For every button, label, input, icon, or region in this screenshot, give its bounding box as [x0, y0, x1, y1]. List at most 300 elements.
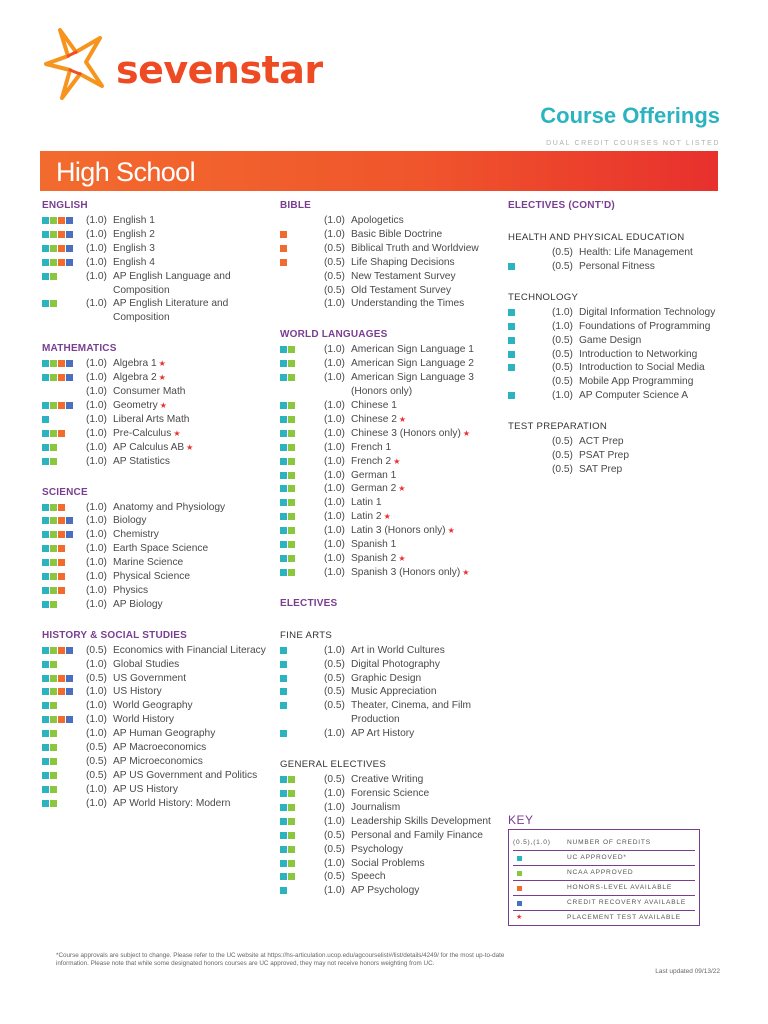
course-credits: (0.5) — [86, 769, 107, 781]
course-name-cell — [113, 783, 268, 797]
hon-marker-icon — [517, 886, 522, 891]
ncaa-marker-icon — [288, 346, 295, 353]
course-name-cell — [113, 556, 268, 570]
ncaa-marker-icon — [50, 702, 57, 709]
uc-marker-icon — [42, 702, 49, 709]
course-markers — [42, 741, 86, 755]
course-column-3 — [508, 194, 728, 477]
course-name-cell — [351, 699, 502, 727]
course-credits: (1.0) — [86, 441, 107, 453]
ncaa-marker-icon — [50, 716, 57, 723]
course-markers — [280, 270, 324, 284]
ncaa-marker-icon — [50, 531, 57, 538]
uc-marker-icon — [280, 647, 287, 654]
course-row — [280, 773, 502, 787]
course-name: Latin 2 — [351, 511, 382, 523]
course-name-cell — [113, 441, 268, 455]
course-name-cell — [351, 510, 502, 524]
uc-marker-icon — [280, 569, 287, 576]
course-markers — [42, 214, 86, 228]
key-symbol: (0.5),(1.0) — [513, 839, 551, 846]
course-name-cell — [351, 870, 502, 884]
course-credits: (0.5) — [324, 256, 345, 268]
ncaa-marker-icon — [288, 569, 295, 576]
ncaa-marker-icon — [288, 458, 295, 465]
course-name-cell — [351, 829, 502, 843]
uc-marker-icon — [42, 786, 49, 793]
course-row — [280, 699, 502, 727]
course-row — [42, 783, 268, 797]
course-name-cell — [113, 598, 268, 612]
course-markers — [42, 427, 86, 441]
course-credits: (1.0) — [324, 441, 345, 453]
course-name: Old Testament Survey — [351, 284, 452, 296]
course-credits: (1.0) — [86, 571, 107, 583]
course-name-cell — [351, 857, 502, 871]
course-name-cell — [351, 672, 502, 686]
course-name: Digital Information Technology — [579, 306, 716, 318]
course-credits: (0.5) — [552, 334, 573, 346]
course-name: Theater, Cinema, and Film Production — [351, 700, 472, 726]
course-credits: (1.0) — [324, 885, 345, 897]
uc-marker-icon — [280, 527, 287, 534]
course-row — [280, 857, 502, 871]
course-row — [280, 829, 502, 843]
course-credits: (1.0) — [86, 783, 107, 795]
star-logo-icon — [40, 24, 110, 104]
course-credits: (1.0) — [324, 372, 345, 384]
ncaa-marker-icon — [50, 758, 57, 765]
course-markers — [42, 297, 86, 325]
course-credits: (1.0) — [324, 358, 345, 370]
course-name: Consumer Math — [113, 386, 186, 398]
ncaa-marker-icon — [288, 541, 295, 548]
uc-marker-icon — [42, 730, 49, 737]
course-row — [280, 843, 502, 857]
course-credits: (1.0) — [86, 686, 107, 698]
course-row — [280, 884, 502, 898]
course-credits: (1.0) — [86, 427, 107, 439]
ncaa-marker-icon — [50, 661, 57, 668]
course-name: French 2 — [351, 455, 392, 467]
spacer — [280, 580, 502, 592]
course-credits: (0.5) — [86, 672, 107, 684]
course-row — [280, 284, 502, 298]
uc-marker-icon — [280, 860, 287, 867]
course-row — [508, 306, 728, 320]
key-symbol — [513, 866, 567, 880]
ncaa-marker-icon — [50, 730, 57, 737]
uc-marker-icon — [280, 661, 287, 668]
course-row — [280, 552, 502, 566]
ncaa-marker-icon — [288, 374, 295, 381]
ncaa-marker-icon — [50, 601, 57, 608]
ncaa-marker-icon — [288, 472, 295, 479]
course-name-cell — [351, 552, 502, 566]
legend-key — [508, 829, 700, 926]
course-row — [42, 528, 268, 542]
course-row — [42, 441, 268, 455]
course-credits: (1.0) — [324, 525, 345, 537]
course-markers — [280, 297, 324, 311]
course-name: AP Psychology — [351, 885, 420, 897]
course-markers — [508, 260, 552, 274]
course-name-cell — [113, 385, 268, 399]
ncaa-marker-icon — [50, 374, 57, 381]
uc-marker-icon — [280, 402, 287, 409]
course-markers — [280, 343, 324, 357]
uc-marker-icon — [280, 818, 287, 825]
key-row — [513, 881, 695, 896]
course-row — [508, 463, 728, 477]
spacer — [280, 612, 502, 624]
course-row — [42, 741, 268, 755]
course-name-cell — [579, 246, 728, 260]
course-name: AP Microeconomics — [113, 756, 203, 767]
course-name: Game Design — [579, 334, 642, 346]
hon-marker-icon — [58, 245, 65, 252]
course-markers — [42, 501, 86, 515]
course-row — [508, 334, 728, 348]
spacer — [508, 403, 728, 415]
course-row — [42, 228, 268, 242]
course-credits: (0.5) — [86, 742, 107, 754]
course-markers — [508, 435, 552, 449]
ncaa-marker-icon — [50, 675, 57, 682]
uc-marker-icon — [280, 832, 287, 839]
uc-marker-icon — [280, 416, 287, 423]
course-row — [42, 297, 268, 325]
hon-marker-icon — [58, 517, 65, 524]
hon-marker-icon — [58, 573, 65, 580]
course-name-cell — [113, 658, 268, 672]
course-name: American Sign Language 1 — [351, 344, 474, 356]
course-row — [280, 343, 502, 357]
course-name-cell — [351, 284, 502, 298]
course-name: Latin 1 — [351, 497, 382, 509]
course-markers — [508, 389, 552, 403]
section-heading: HISTORY & SOCIAL STUDIES — [42, 629, 188, 641]
course-name: Global Studies — [113, 658, 180, 670]
course-markers — [280, 815, 324, 829]
course-row — [280, 482, 502, 496]
course-credits: (1.0) — [324, 497, 345, 509]
key-title: KEY — [508, 813, 534, 827]
course-name-cell — [113, 644, 268, 658]
section-heading: MATHEMATICS — [42, 343, 117, 355]
course-markers — [42, 644, 86, 658]
course-name: AP Human Geography — [113, 728, 216, 740]
course-credits: (1.0) — [86, 413, 107, 425]
course-name: ACT Prep — [579, 436, 624, 448]
course-row — [280, 538, 502, 552]
course-markers — [508, 348, 552, 362]
uc-marker-icon — [280, 702, 287, 709]
course-credits: (0.5) — [324, 270, 345, 282]
spacer — [42, 325, 268, 337]
course-name-cell — [351, 399, 502, 413]
course-credits: (1.0) — [86, 270, 107, 282]
uc-marker-icon — [42, 444, 49, 451]
key-label: PLACEMENT TEST AVAILABLE — [567, 914, 681, 921]
course-name: Journalism — [351, 801, 401, 813]
course-credits: (1.0) — [86, 529, 107, 541]
course-credits: (1.0) — [324, 344, 345, 356]
course-name-cell — [579, 306, 728, 320]
hon-marker-icon — [58, 647, 65, 654]
course-name: French 1 — [351, 441, 392, 453]
course-credits: (1.0) — [324, 857, 345, 869]
course-row — [42, 672, 268, 686]
ncaa-marker-icon — [50, 786, 57, 793]
hon-marker-icon — [58, 675, 65, 682]
ncaa-marker-icon — [50, 587, 57, 594]
course-markers — [42, 755, 86, 769]
course-name-cell — [113, 685, 268, 699]
course-name: Chinese 3 (Honors only) — [351, 427, 461, 439]
uc-marker-icon — [280, 430, 287, 437]
placement-star-icon: ★ — [462, 428, 471, 438]
course-row — [42, 214, 268, 228]
course-name: Liberal Arts Math — [113, 413, 190, 425]
course-credits: (1.0) — [324, 483, 345, 495]
course-credits: (1.0) — [324, 539, 345, 551]
course-name: Mobile App Programming — [579, 376, 694, 388]
hon-marker-icon — [58, 231, 65, 238]
key-label: NUMBER OF CREDITS — [567, 839, 651, 846]
course-markers — [42, 455, 86, 469]
ncaa-marker-icon — [288, 555, 295, 562]
ncaa-marker-icon — [50, 800, 57, 807]
footnote: *Course approvals are subject to change. Please refer to the UC website at https://hs-articulation.ucop.edu/agcourselist#/list/details/4249/ for the most up-to-date information. Please note that while some designated honors courses are UC approved, they may not receive honors weighting from UC. — [56, 952, 505, 967]
course-name-cell — [113, 427, 268, 441]
course-row — [42, 242, 268, 256]
course-name: AP US Government and Politics — [113, 769, 258, 781]
course-row — [42, 357, 268, 371]
uc-marker-icon — [42, 758, 49, 765]
uc-marker-icon — [42, 800, 49, 807]
course-markers — [280, 552, 324, 566]
course-credits: (1.0) — [86, 584, 107, 596]
course-row — [508, 375, 728, 389]
spacer — [280, 741, 502, 753]
ncaa-marker-icon — [288, 818, 295, 825]
course-markers — [42, 598, 86, 612]
course-row — [280, 566, 502, 580]
course-name-cell — [351, 787, 502, 801]
course-row — [280, 399, 502, 413]
ncaa-marker-icon — [288, 846, 295, 853]
course-name-cell — [579, 449, 728, 463]
course-name-cell — [351, 343, 502, 357]
course-markers — [42, 256, 86, 270]
course-row — [280, 685, 502, 699]
course-row — [42, 514, 268, 528]
course-credits: (1.0) — [324, 566, 345, 578]
course-name: Geometry — [113, 399, 158, 411]
ncaa-marker-icon — [50, 273, 57, 280]
course-credits: (1.0) — [324, 455, 345, 467]
uc-marker-icon — [42, 360, 49, 367]
ncaa-marker-icon — [50, 744, 57, 751]
course-credits: (1.0) — [86, 501, 107, 513]
uc-marker-icon — [280, 346, 287, 353]
placement-star-icon: ★ — [186, 442, 194, 452]
course-name-cell — [579, 435, 728, 449]
course-credits: (0.5) — [552, 362, 573, 374]
course-markers — [42, 713, 86, 727]
course-row — [42, 427, 268, 441]
course-credits: (0.5) — [552, 450, 573, 462]
uc-marker-icon — [42, 772, 49, 779]
course-credits: (0.5) — [324, 829, 345, 841]
course-credits: (0.5) — [324, 843, 345, 855]
course-name-cell — [113, 755, 268, 769]
course-row — [42, 713, 268, 727]
placement-star-icon: ★ — [398, 553, 406, 563]
course-credits: (1.0) — [86, 543, 107, 555]
course-name-cell — [351, 801, 502, 815]
ncaa-marker-icon — [50, 573, 57, 580]
course-name-cell — [351, 524, 502, 538]
course-name: Physical Science — [113, 571, 191, 583]
cr-marker-icon — [66, 245, 73, 252]
uc-marker-icon — [280, 485, 287, 492]
course-name-cell — [351, 441, 502, 455]
hon-marker-icon — [58, 504, 65, 511]
course-name-cell — [351, 256, 502, 270]
uc-marker-icon — [280, 374, 287, 381]
ncaa-marker-icon — [50, 504, 57, 511]
course-row — [280, 441, 502, 455]
course-name: German 2 — [351, 483, 397, 495]
course-credits: (0.5) — [86, 644, 107, 656]
course-row — [42, 371, 268, 385]
course-markers — [42, 242, 86, 256]
key-symbol — [513, 881, 567, 895]
course-name: English 1 — [113, 215, 155, 226]
uc-marker-icon — [42, 675, 49, 682]
section-heading: BIBLE — [280, 200, 311, 211]
course-name: Physics — [113, 584, 149, 596]
course-name-cell — [351, 496, 502, 510]
course-name: Graphic Design — [351, 672, 422, 684]
course-markers — [280, 843, 324, 857]
course-name: AP Art History — [351, 728, 415, 740]
uc-marker-icon — [280, 360, 287, 367]
course-name-cell — [579, 463, 728, 477]
ncaa-marker-icon — [288, 513, 295, 520]
course-name: Personal and Family Finance — [351, 829, 483, 841]
course-column-2 — [280, 194, 502, 898]
course-row — [508, 246, 728, 260]
course-row — [42, 413, 268, 427]
course-row — [280, 870, 502, 884]
course-row — [42, 270, 268, 298]
course-row — [508, 361, 728, 375]
course-row — [508, 320, 728, 334]
hon-marker-icon — [58, 360, 65, 367]
course-name: Chinese 1 — [351, 399, 397, 411]
course-credits: (1.0) — [86, 386, 107, 398]
course-markers — [280, 685, 324, 699]
key-symbol — [513, 896, 567, 910]
uc-marker-icon — [280, 513, 287, 520]
course-markers — [280, 371, 324, 399]
placement-star-icon: ★ — [383, 512, 391, 522]
course-row — [42, 797, 268, 811]
course-markers — [280, 242, 324, 256]
course-row — [42, 556, 268, 570]
course-name: English 2 — [113, 228, 155, 240]
course-name-cell — [113, 797, 268, 811]
course-name-cell — [351, 815, 502, 829]
course-name-cell — [351, 685, 502, 699]
hon-marker-icon — [58, 587, 65, 594]
course-row — [42, 658, 268, 672]
key-symbol — [513, 911, 567, 925]
course-credits: (1.0) — [86, 557, 107, 569]
hon-marker-icon — [280, 245, 287, 252]
course-row — [42, 685, 268, 699]
uc-marker-icon — [280, 541, 287, 548]
course-markers — [280, 658, 324, 672]
banner-title: High School — [56, 157, 195, 187]
spacer — [42, 612, 268, 624]
ncaa-marker-icon — [288, 860, 295, 867]
course-markers — [280, 787, 324, 801]
uc-marker-icon — [42, 587, 49, 594]
course-column-1 — [42, 194, 268, 811]
key-row — [513, 911, 695, 925]
course-markers — [280, 870, 324, 884]
uc-marker-icon — [42, 231, 49, 238]
course-row — [42, 542, 268, 556]
course-row — [42, 455, 268, 469]
course-row — [280, 214, 502, 228]
course-credits: (1.0) — [86, 372, 107, 384]
course-name-cell — [351, 884, 502, 898]
course-name: Life Shaping Decisions — [351, 256, 455, 268]
course-row — [280, 413, 502, 427]
placement-star-icon: ★ — [159, 400, 167, 410]
course-name: Biblical Truth and Worldview — [351, 242, 479, 254]
uc-marker-icon — [42, 647, 49, 654]
course-row — [280, 256, 502, 270]
course-row — [42, 501, 268, 515]
course-markers — [280, 829, 324, 843]
course-name-cell — [113, 297, 268, 325]
course-row — [280, 496, 502, 510]
course-row — [280, 228, 502, 242]
course-name: US History — [113, 686, 162, 698]
course-credits: (1.0) — [86, 358, 107, 370]
uc-marker-icon — [42, 458, 49, 465]
course-name: American Sign Language 3 (Honors only) — [351, 372, 474, 398]
cr-marker-icon — [66, 374, 73, 381]
course-row — [280, 510, 502, 524]
course-name: World History — [113, 714, 174, 726]
course-credits: (1.0) — [324, 788, 345, 799]
course-name-cell — [351, 773, 502, 787]
ncaa-marker-icon — [50, 444, 57, 451]
hon-marker-icon — [280, 231, 287, 238]
course-row — [508, 449, 728, 463]
course-markers — [42, 699, 86, 713]
uc-marker-icon — [280, 444, 287, 451]
key-symbol — [513, 851, 567, 865]
course-row — [42, 727, 268, 741]
